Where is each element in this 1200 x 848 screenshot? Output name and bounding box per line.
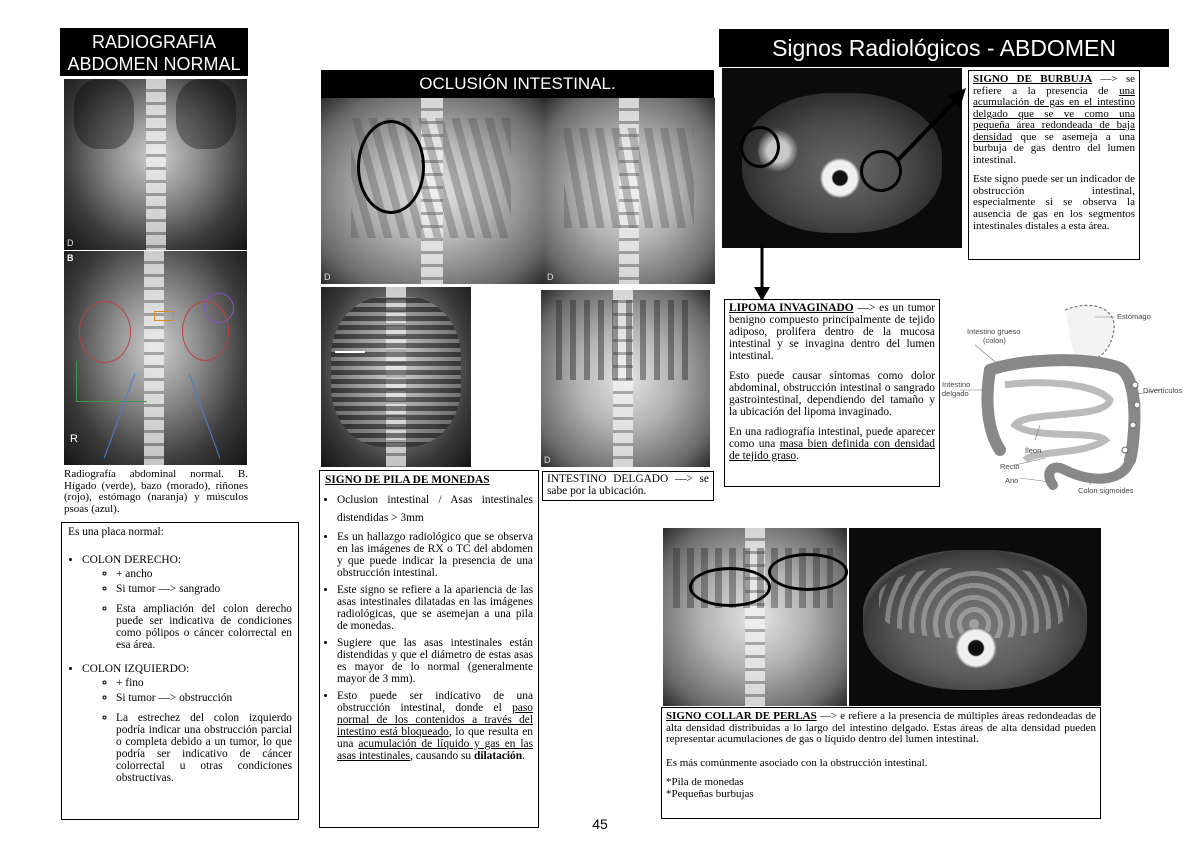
label-recto: Recto — [1000, 462, 1020, 471]
collar-p3: *Pila de monedas *Pequeñas burbujas — [666, 776, 754, 800]
burbuja-title: SIGNO DE BURBUJA — [973, 73, 1093, 85]
intestino-delgado-caption: INTESTINO DELGADO —> se sabe por la ubicación. — [542, 471, 714, 501]
page-number: 45 — [592, 816, 608, 832]
signos-title: Signos Radiológicos - ABDOMEN — [719, 29, 1169, 67]
lipoma-arrow — [750, 245, 774, 305]
label-ileon: Íleon — [1025, 446, 1042, 455]
normal-title-line2: ABDOMEN NORMAL — [67, 54, 241, 74]
list-item: ◦ + fino — [116, 678, 292, 690]
collar-p1: SIGNO COLLAR DE PERLAS —> e refiere a la presencia de múltiples áreas redondeadas de alta densidad distribuidas a lo largo del intestino delgado. Estas áreas de alta densidad pueden representar acumulaciones de gas o líquido dentro del lumen intestinal. — [666, 710, 1096, 746]
label-estomago: Estómago — [1117, 312, 1151, 321]
normal-title-line1: RADIOGRAFIA — [91, 32, 216, 52]
normal-xray-annotated-image — [64, 251, 247, 465]
list-item: ◦ + ancho — [116, 569, 292, 581]
burbuja-arrow — [890, 80, 970, 170]
lipoma-p1: LIPOMA INVAGINADO —> es un tumor benigno compuesto principalmente de tejido adiposo, prolifera dentro de la mucosa intestinal y se invagina dentro del lumen intestinal. — [729, 302, 936, 362]
lipoma-p3: En una radiografía intestinal, puede aparecer como una masa bien definida con densidad de tejido graso. — [729, 425, 935, 462]
oclusion-xray-right — [544, 98, 715, 284]
colon-izquierdo-label: COLON IZQUIERDO: — [82, 662, 190, 675]
image-letter-b: B — [67, 253, 74, 263]
lipoma-p2: Esto puede causar síntomas como dolor abdominal, obstrucción intestinal o sangrado gastrointestinal, dependiendo del tamaño y la ubicación del lipoma invaginado. — [729, 369, 935, 418]
colon-derecho-label: COLON DERECHO: — [82, 553, 182, 566]
image-letter-r: R — [70, 433, 78, 445]
image-letter-d: D — [324, 272, 331, 282]
oclusion-title: OCLUSIÓN INTESTINAL. — [321, 70, 714, 98]
normal-notes-intro: Es una placa normal: — [68, 526, 164, 538]
burbuja-box — [968, 70, 1140, 260]
label-grueso: Intestino grueso — [967, 327, 1021, 336]
collar-ct-image — [849, 528, 1101, 706]
normal-notes-box — [61, 522, 299, 820]
label-delgado2: delgado — [942, 389, 969, 398]
normal-xray-image — [64, 79, 247, 250]
collar-marker-right — [768, 553, 848, 591]
colon-derecho-item — [82, 555, 292, 652]
collar-title: SIGNO COLLAR DE PERLAS — [666, 710, 817, 722]
label-diverticulos: Divertículos — [1143, 386, 1183, 395]
lipoma-title: LIPOMA INVAGINADO — [729, 302, 854, 314]
pila-monedas-box — [319, 470, 539, 828]
list-item: ◦ Si tumor —> sangrado — [116, 584, 292, 596]
pila-monedas-title: SIGNO DE PILA DE MONEDAS — [325, 474, 490, 486]
image-letter-d: D — [544, 455, 551, 465]
list-item: • Este signo se refiere a la apariencia de las asas intestinales dilatadas en las imágenes radiológicas, que se asemejan a una pila de monedas. — [337, 585, 533, 633]
lipoma-box — [724, 299, 940, 487]
label-ano: Ano — [1005, 476, 1019, 485]
list-item: • Esto puede ser indicativo de una obstrucción intestinal, donde el paso normal de los contenidos a través del intestino está bloqueado, lo que resulta en una acumulación de líquido y gas en las asas intestinales, causando su dilatación. — [337, 691, 533, 763]
collar-p2: Es más comúnmente asociado con la obstrucción intestinal. — [666, 756, 928, 769]
image-letter-d: D — [547, 272, 554, 282]
label-delgado1: Intestino — [942, 380, 971, 389]
image-letter-d: D — [67, 238, 74, 248]
list-item: • Es un hallazgo radiológico que se observa en las imágenes de RX o TC del abdomen y que puede indicar la presencia de una obstrucción intestinal. — [337, 532, 533, 580]
normal-caption: Radiografía abdominal normal. B. Hígado (verde), bazo (morado), riñones (rojo), estómago (naranja) y músculos psoas (azul). — [64, 468, 248, 515]
intestine-drawing — [945, 290, 1195, 500]
list-item: ◦ Si tumor —> obstrucción — [116, 693, 292, 705]
collar-box — [661, 707, 1101, 819]
oclusion-xray-left — [321, 98, 544, 284]
list-item: ◦ Esta ampliación del colon derecho puede ser indicativa de condiciones como pólipos o cáncer colorrectal en esa área. — [116, 604, 292, 652]
colon-izquierdo-item — [82, 664, 292, 785]
intestine-diagram — [942, 290, 1195, 500]
burbuja-p2: Este signo puede ser un indicador de obstrucción intestinal, especialmente si se observa la ausencia de gas en los segmentos intestinales distales a esta área. — [973, 173, 1135, 232]
burbuja-p1: SIGNO DE BURBUJA —> se refiere a la presencia de una acumulación de gas en el intestino delgado que se ve como una pequeña área redondeada de baja densidad que se asemeja a una burbuja de gas dentro del lumen intestinal. — [973, 73, 1135, 166]
list-item: • Sugiere que las asas intestinales están distendidas y que el diámetro de estas asas es mayor de lo normal (generalmente mayor de 3 mm). — [337, 638, 533, 686]
collar-marker-left — [689, 567, 771, 607]
list-item: ◦ La estrechez del colon izquierdo podría indicar una obstrucción parcial o completa debido a un tumor, lo que podría ser indicativo de cáncer colorrectal u otras condiciones obstructivas. — [116, 713, 292, 785]
intestino-delgado-xray — [541, 290, 710, 467]
normal-title — [60, 28, 248, 76]
oclusion-marker-circle — [357, 120, 425, 214]
pila-monedas-xray — [321, 287, 471, 467]
list-item: • Oclusion intestinal / Asas intestinales distendidas > 3mm — [337, 491, 533, 528]
burbuja-marker-left — [740, 126, 780, 168]
label-sigmoides: Colon sigmoides — [1078, 486, 1134, 495]
label-colon: (colon) — [983, 336, 1006, 345]
